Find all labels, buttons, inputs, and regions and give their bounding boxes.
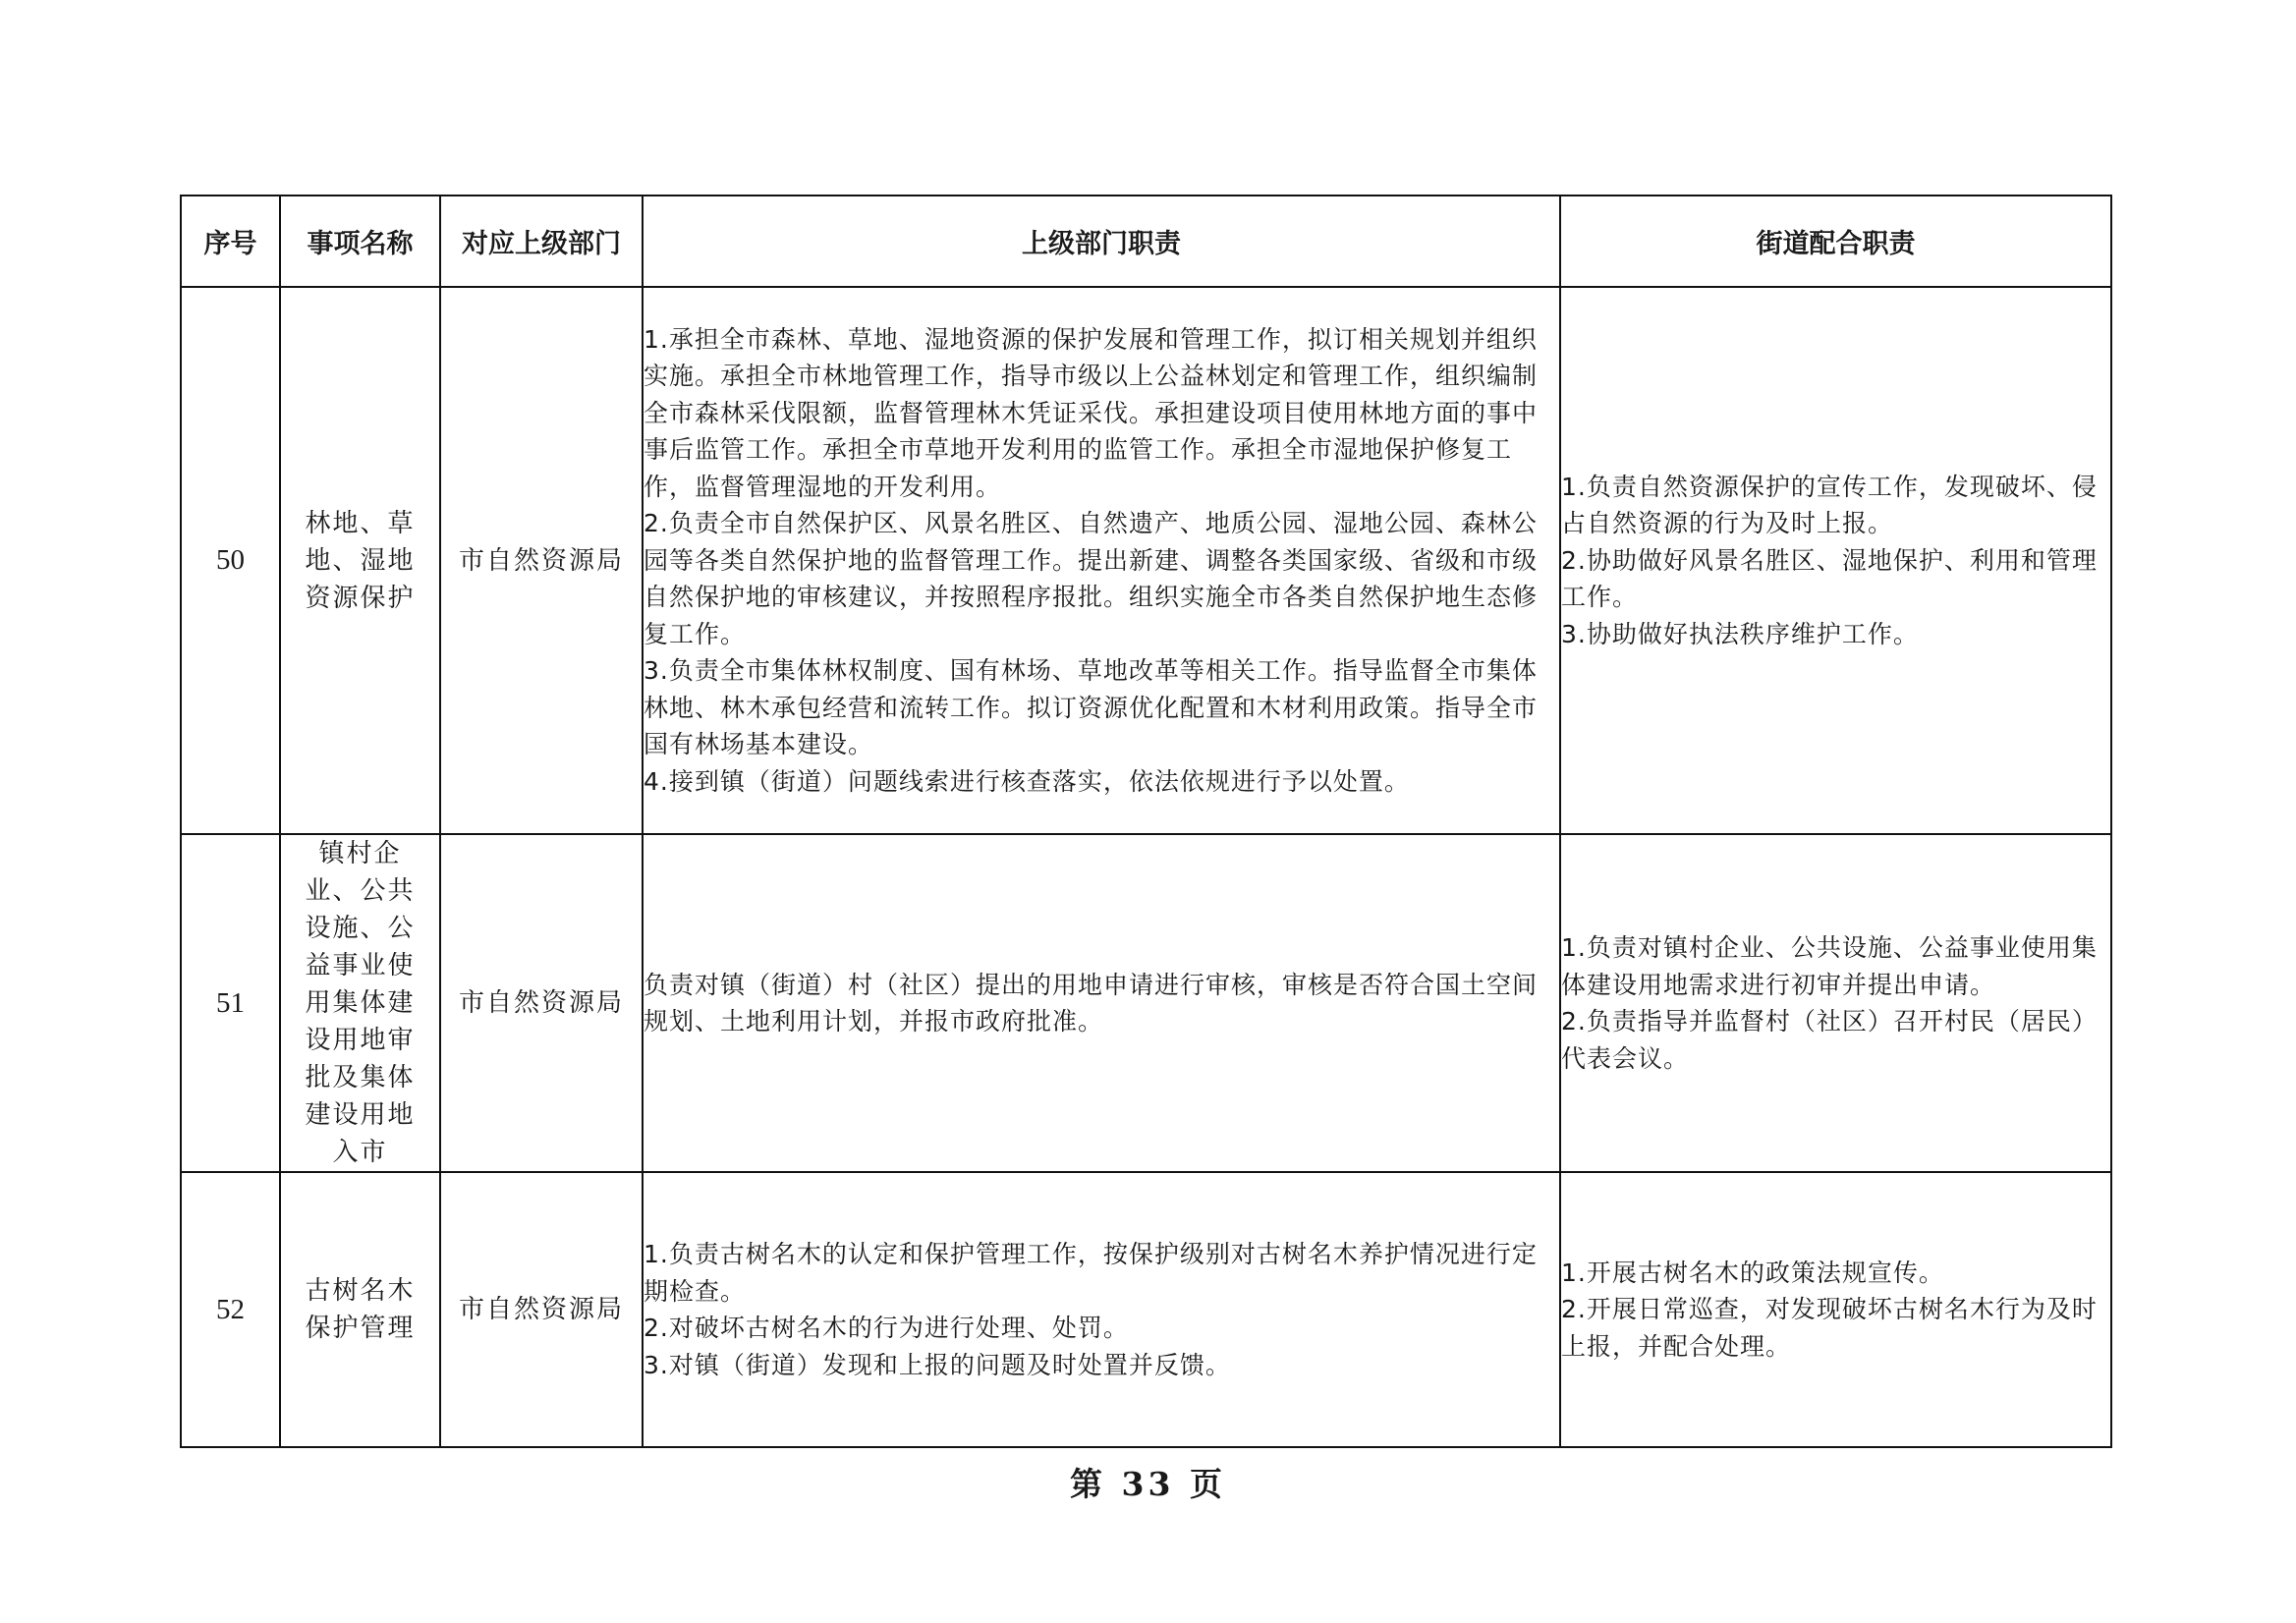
row-item-name <box>280 1172 440 1447</box>
row-coop <box>1560 1172 2111 1447</box>
header-name: 事项名称 <box>280 196 440 287</box>
coop-item: 1.负责自然资源保护的宣传工作，发现破坏、侵占自然资源的行为及时上报。 <box>1561 472 2098 538</box>
coop-item: 2.协助做好风景名胜区、湿地保护、利用和管理工作。 <box>1561 545 2098 612</box>
row-dept: 市自然资源局 <box>440 1172 643 1447</box>
table-row <box>181 1172 2111 1447</box>
duty-item: 3.负责全市集体林权制度、国有林场、草地改革等相关工作。指导监督全市集体林地、林木承包经营和流转工作。拟订资源优化配置和木材利用政策。指导全市国有林场基本建设。 <box>644 656 1539 759</box>
row-seq: 51 <box>181 834 280 1172</box>
row-coop <box>1560 834 2111 1172</box>
row-item-name-text: 镇村企业、公共设施、公益事业使用集体建设用地审批及集体建设用地入市 <box>305 839 416 1167</box>
duty-table <box>180 195 2112 1448</box>
duty-item: 2.负责全市自然保护区、风景名胜区、自然遗产、地质公园、湿地公园、森林公园等各类自然保护地的监督管理工作。提出新建、调整各类国家级、省级和市级自然保护地的审核建议，并按照程序报批。组织实施全市各类自然保护地生态修复工作。 <box>644 509 1539 648</box>
row-seq: 50 <box>181 287 280 834</box>
row-item-name <box>280 287 440 834</box>
row-duty <box>643 287 1560 834</box>
row-coop <box>1560 287 2111 834</box>
coop-item: 1.负责对镇村企业、公共设施、公益事业使用集体建设用地需求进行初审并提出申请。 <box>1561 933 2098 999</box>
table-row <box>181 834 2111 1172</box>
coop-item: 3.协助做好执法秩序维护工作。 <box>1561 619 1919 648</box>
header-coop: 街道配合职责 <box>1560 196 2111 287</box>
duty-item: 4.接到镇（街道）问题线索进行核查落实，依法依规进行予以处置。 <box>644 766 1410 796</box>
row-item-name <box>280 834 440 1172</box>
row-duty <box>643 1172 1560 1447</box>
row-item-name-text: 林地、草地、湿地资源保护 <box>305 508 416 613</box>
table-row <box>181 287 2111 834</box>
row-dept: 市自然资源局 <box>440 287 643 834</box>
row-duty <box>643 834 1560 1172</box>
duty-item: 3.对镇（街道）发现和上报的问题及时处置并反馈。 <box>644 1350 1231 1379</box>
row-seq: 52 <box>181 1172 280 1447</box>
row-item-name-text: 古树名木保护管理 <box>305 1276 416 1343</box>
header-duty: 上级部门职责 <box>643 196 1560 287</box>
header-dept: 对应上级部门 <box>440 196 643 287</box>
duty-item: 1.承担全市森林、草地、湿地资源的保护发展和管理工作，拟订相关规划并组织实施。承担全市林地管理工作，指导市级以上公益林划定和管理工作，组织编制全市森林采伐限额，监督管理林木凭证采伐。承担建设项目使用林地方面的事中事后监管工作。承担全市草地开发利用的监管工作。承担全市湿地保护修复工作，监督管理湿地的开发利用。 <box>644 324 1539 501</box>
coop-item: 2.负责指导并监督村（社区）召开村民（居民）代表会议。 <box>1561 1007 2098 1073</box>
duty-item: 2.对破坏古树名木的行为进行处理、处罚。 <box>644 1314 1129 1342</box>
header-seq: 序号 <box>181 196 280 287</box>
coop-item: 2.开展日常巡查，对发现破坏古树名木行为及时上报，并配合处理。 <box>1561 1295 2098 1361</box>
duty-item: 1.负责古树名木的认定和保护管理工作，按保护级别对古树名木养护情况进行定期检查。 <box>644 1240 1538 1306</box>
coop-item: 1.开展古树名木的政策法规宣传。 <box>1561 1258 1944 1287</box>
header-row <box>181 196 2111 287</box>
duty-item: 负责对镇（街道）村（社区）提出的用地申请进行审核，审核是否符合国土空间规划、土地利用计划，并报市政府批准。 <box>644 970 1539 1035</box>
row-dept: 市自然资源局 <box>440 834 643 1172</box>
page-number: 第 33 页 <box>1070 1465 1226 1503</box>
